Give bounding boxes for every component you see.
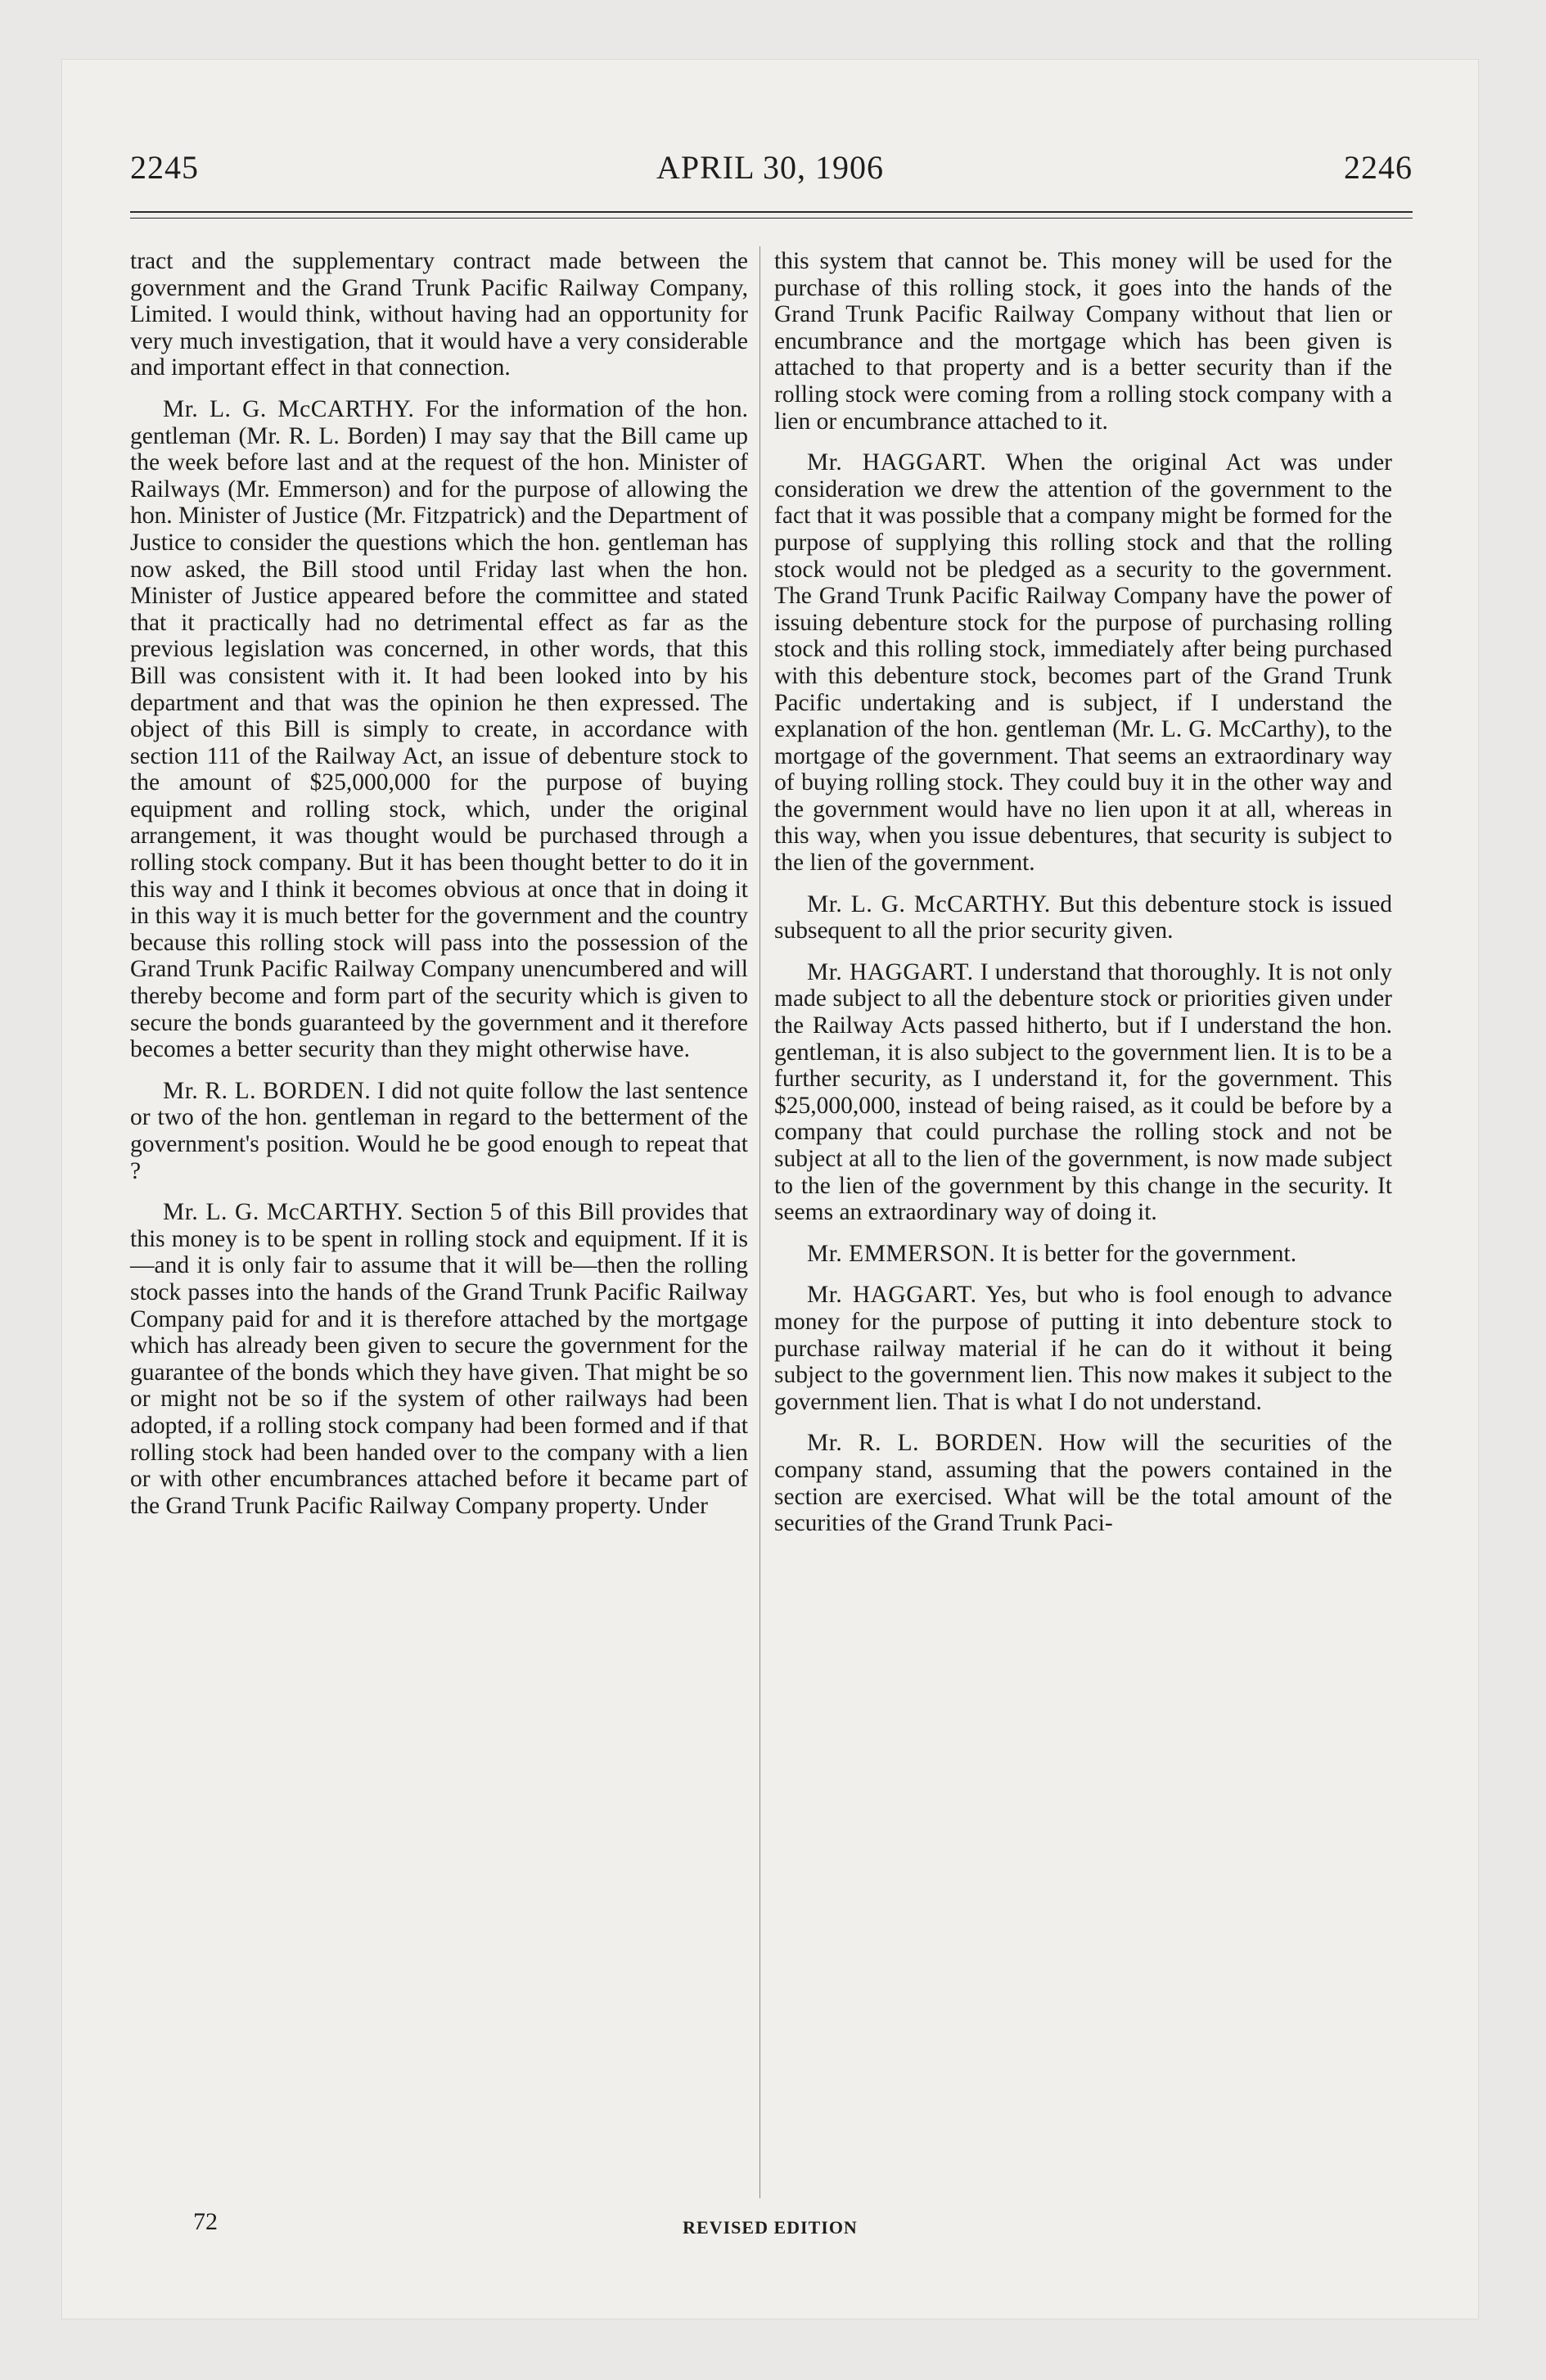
paragraph: Mr. HAGGART. When the original Act was under consideration we drew the attention of the government to the fact that it was possible that a company might be formed for the purpose of supplying this rolling stock and that the rolling stock would not be pledged as a security to the government. The Grand Trunk Pacific Railway Company have the power of issuing debenture stock for the purpose of purchasing rolling stock and this rolling stock, immediately after being purchased with this debenture stock, becomes part of the Grand Trunk Pacific undertaking and is subject, if I understand the explanation of the hon. gentleman (Mr. L. G. McCarthy), to the mortgage of the government. That seems an extraordinary way of buying rolling stock. They could buy it in the other way and the government would have no lien upon it at all, whereas in this way, when you issue debentures, that security is subject to the lien of the government.: [774, 449, 1393, 877]
speaker-name: Mr. HAGGART.: [807, 1282, 977, 1309]
paragraph: Mr. R. L. BORDEN. How will the securities of the company stand, assuming that the powers contained in the section are exercised. What will be the total amount of the securities of the Grand Trunk Paci-: [774, 1430, 1392, 1537]
right-column: [774, 248, 1392, 1552]
hansard-page: [61, 59, 1479, 2319]
paragraph: Mr. EMMERSON. It is better for the government.: [807, 1240, 1297, 1267]
left-column: [130, 248, 748, 1534]
paragraph: Mr. L. G. McCARTHY. For the information of the hon. gentleman (Mr. R. L. Borden) I may say that the Bill came up the week before last and at the request of the hon. Minister of Railways (Mr. Emmerson) and for the purpose of allowing the hon. Minister of Justice (Mr. Fitzpatrick) and the Department of Justice to consider the questions which the hon. gentleman has now asked, the Bill stood until Friday last when the hon. Minister of Justice appeared before the committee and stated that it practically had no detrimental effect as far as the previous legislation was concerned, in other words, that this Bill was consistent with it. It had been looked into by his department and that was the opinion he then expressed. The object of this Bill is simply to create, in accordance with section 111 of the Railway Act, an issue of debenture stock to the amount of $25,000,000 for the purpose of buying equipment and rolling stock, which, under the original arrangement, it was thought would be purchased through a rolling stock company. But it has been thought better to do it in this way and I think it becomes obvious at once that in doing it in this way it is much better for the government and the country because this rolling stock will pass into the possession of the Grand Trunk Pacific Railway Company unencumbered and will thereby become and form part of the security which is given to secure the bonds guaranteed by the government and it therefore becomes a better security than they might otherwise have.: [130, 395, 748, 1063]
header-rule-thin: [130, 218, 1413, 219]
page-header: [62, 60, 1478, 223]
paragraph: Mr. HAGGART. I understand that thoroughly. It is not only made subject to all the debenture stock or priorities given under the Railway Acts passed hitherto, but if I understand the hon. gentleman, it is also subject to the government lien. It is to be a further security, as I understand it, for the government. This $25,000,000, instead of being raised, as it could be before by a company that could purchase the rolling stock and not be subject at all to the lien of the government, is now made subject to the lien of the government by this change in the security. It seems an extraordinary way of doing it.: [774, 958, 1393, 1226]
edition-label: REVISED EDITION: [683, 2217, 858, 2238]
header-rule-thick: [130, 211, 1413, 213]
speaker-name: Mr. HAGGART.: [807, 449, 987, 476]
speaker-name: Mr. EMMERSON.: [807, 1240, 996, 1267]
header-date: APRIL 30, 1906: [656, 149, 885, 186]
page-number-left: 2245: [130, 149, 199, 186]
paragraph: Mr. R. L. BORDEN. I did not quite follow the last sentence or two of the hon. gentleman in regard to the betterment of the government's position. Would he be good enough to repeat that ?: [130, 1077, 748, 1184]
speaker-name: Mr. L. G. McCARTHY.: [807, 890, 1051, 917]
paragraph: Mr. HAGGART. Yes, but who is fool enough to advance money for the purpose of putting it into debenture stock to purchase railway material if he can do it without it being subject to the government lien. This now makes it subject to the government lien. That is what I do not understand.: [774, 1282, 1392, 1415]
speaker-name: Mr. L. G. McCARTHY.: [163, 395, 415, 422]
page-number-right: 2246: [1344, 149, 1413, 186]
speaker-name: Mr. HAGGART.: [807, 958, 974, 985]
signature-number: 72: [193, 2208, 218, 2235]
paragraph: Mr. L. G. McCARTHY. But this debenture stock is issued subsequent to all the prior security given.: [774, 890, 1392, 944]
speaker-name: Mr. L. G. McCARTHY.: [163, 1199, 403, 1226]
column-divider: [759, 246, 760, 2198]
paragraph: this system that cannot be. This money will be used for the purchase of this rolling stock, it goes into the hands of the Grand Trunk Pacific Railway Company without that lien or encumbrance and the mortgage which has been given is attached to that property and is a better security than if the rolling stock were coming from a rolling stock company with a lien or encumbrance attached to it.: [774, 248, 1392, 435]
speaker-name: Mr. R. L. BORDEN.: [807, 1430, 1043, 1457]
speaker-name: Mr. R. L. BORDEN.: [163, 1077, 372, 1104]
paragraph: Mr. L. G. McCARTHY. Section 5 of this Bill provides that this money is to be spent in rolling stock and equipment. If it is—and it is only fair to assume that it will be—then the rolling stock passes into the hands of the Grand Trunk Pacific Railway Company paid for and it is therefore attached by the mortgage which has already been given to secure the government for the guarantee of the bonds which they have given. That might be so or might not be so if the system of other railways had been adopted, if a rolling stock company had been formed and if that rolling stock had been handed over to the company with a lien or with other encumbrances attached before it became part of the Grand Trunk Pacific Railway Company property. Under: [130, 1199, 748, 1519]
paragraph: tract and the supplementary contract made between the government and the Grand Trunk Pacific Railway Company, Limited. I would think, without having had an opportunity for very much investigation, that it would have a very considerable and important effect in that connection.: [130, 248, 748, 381]
